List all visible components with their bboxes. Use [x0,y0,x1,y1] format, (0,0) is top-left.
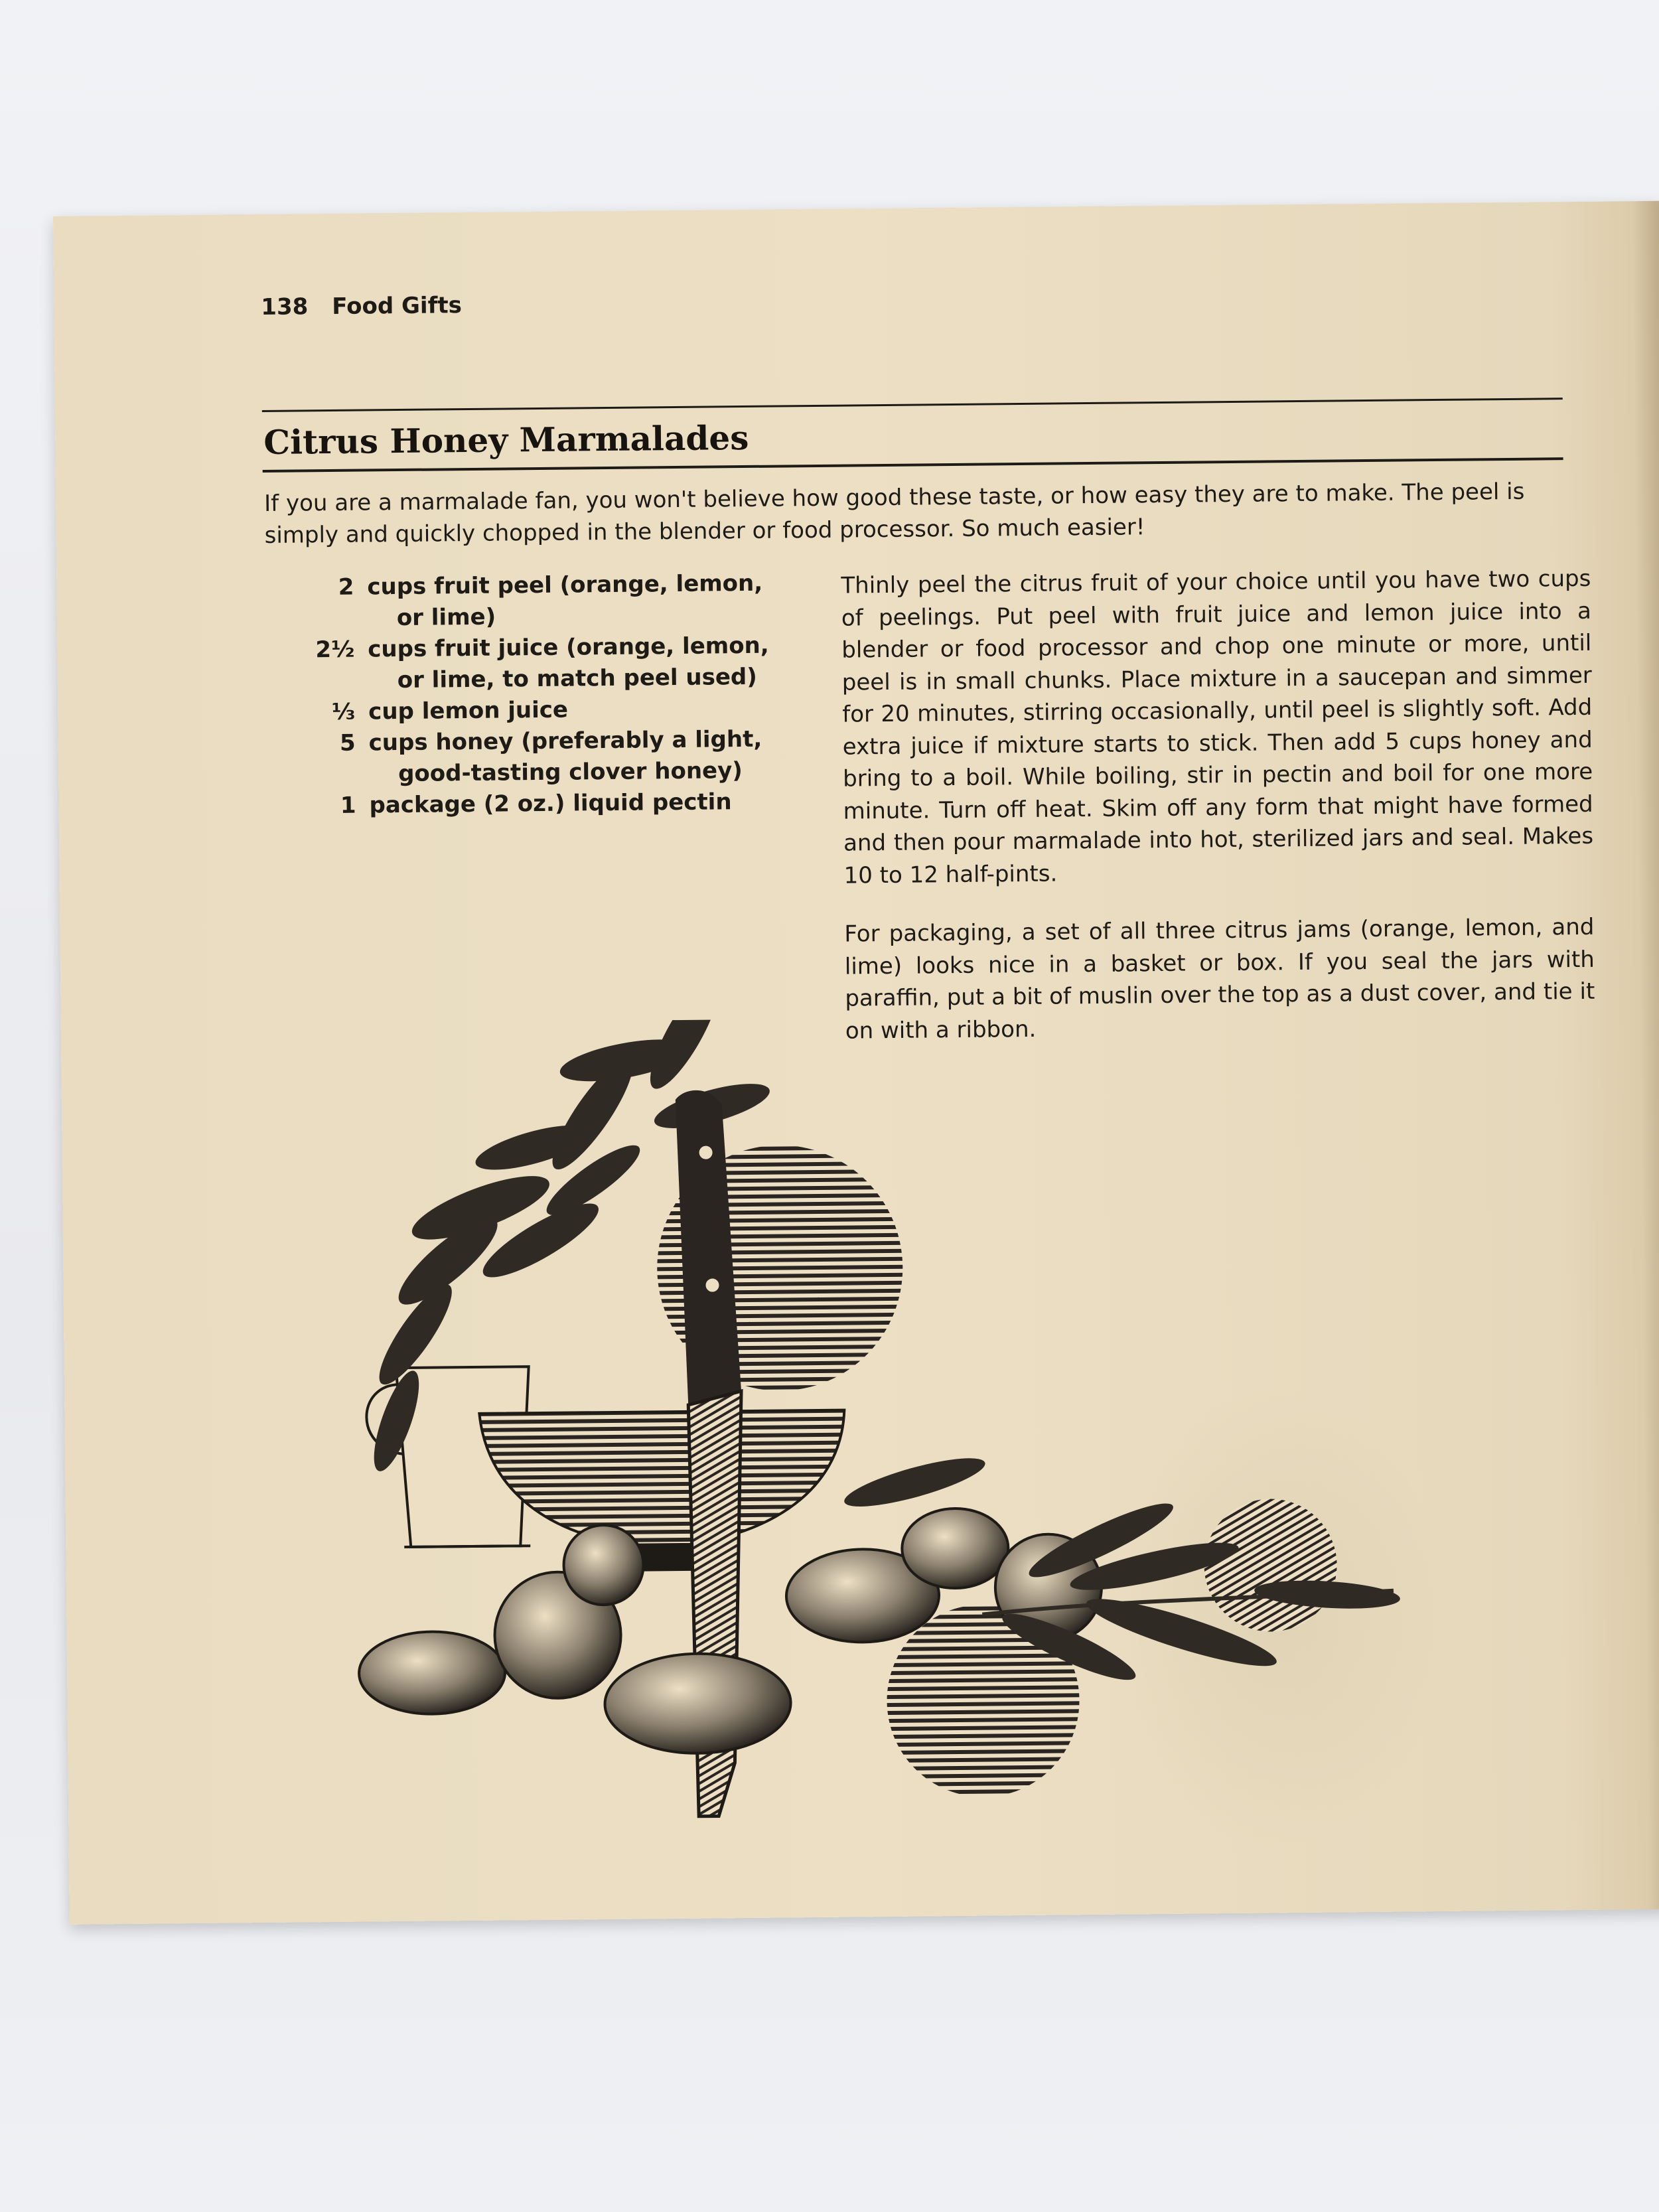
packaging-paragraph: For packaging, a set of all three citrus jams (orange, lemon, and lime) looks nice in a basket or box. If you seal the jars with paraffin, put a bit of muslin over the top as a dust cover, and tie it on with a ribbon. [844,913,1595,1045]
ingredient-list [295,568,776,822]
recipe-intro: If you are a marmalade fan, you won't believe how good these taste, or how easy they are to make. The peel is simply and quickly chopped in the blender or food processor. So much easier! [263,478,1525,549]
title-rule-top [262,398,1563,412]
still-life-illustration [313,1013,1449,1853]
orange-fruit [563,1525,644,1605]
ingredient-qty: ⅓ [331,698,356,726]
ingredient-qty: 2 [338,573,354,601]
lemon [605,1653,791,1754]
ingredient-text: cups fruit peel (orange, lemon, or lime) [367,569,763,632]
ingredient-item [297,693,774,729]
orange-fruit [1204,1499,1338,1633]
bowl [479,1410,845,1573]
lemon [359,1631,506,1715]
book-page [53,201,1659,1925]
ingredient-text: cup lemon juice [368,696,569,725]
ingredient-qty: 5 [339,729,356,757]
recipe-directions [841,563,1595,1074]
running-header [261,292,462,321]
ingredient-item [297,724,775,791]
page-number: 138 [261,293,309,321]
ingredient-item [295,568,774,635]
page-spine-shadow [1632,201,1659,1909]
ingredient-item [297,786,775,822]
ingredient-text: cups honey (preferably a light, good-tasting clover honey) [368,725,762,788]
lemon [902,1508,1009,1589]
recipe-title: Citrus Honey Marmalades [263,417,749,462]
ingredient-text: package (2 oz.) liquid pectin [369,788,732,819]
ingredient-text: cups fruit juice (orange, lemon, or lime, to match peel used) [368,632,769,694]
ingredient-item [296,630,774,698]
directions-paragraph: Thinly peel the citrus fruit of your choice until you have two cups of peelings. Put peel with fruit juice and lemon juice into a blender or food processor and chop one minute or more, until peel is in small chunks. Place mixture in a saucepan and simmer for 20 minutes, stirring occasionally, until peel is slightly soft. Add extra juice if mixture starts to stick. Then add 5 cups honey and bring to a boil. While boiling, stir in pectin and boil for one more minute. Turn off heat. Skim off any form that might have formed and then pour marmalade into hot, sterilized jars and seal. Makes 10 to 12 half-pints. [841,565,1594,889]
ingredient-qty: 2½ [315,636,355,664]
ingredient-qty: 1 [340,792,356,819]
section-title: Food Gifts [332,292,463,320]
